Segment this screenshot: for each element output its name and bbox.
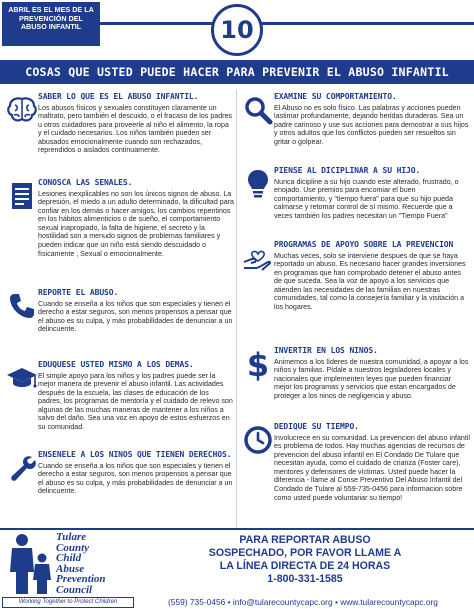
phone-icon — [4, 288, 40, 324]
tip-heading: DEDIQUE SU TIEMPO. — [274, 422, 359, 431]
page-title: COSAS QUE USTED PUEDE HACER PARA PREVENIR EL ABUSO INFANTIL — [0, 60, 474, 84]
tip-heading: CONOSCA LAS SENALES. — [38, 178, 133, 187]
contact-info: (559) 735-0456 • info@tularecountycapc.org • www.tularecountycapc.org — [168, 597, 438, 607]
tip-body: Los abusos físicos y sexuales constituyen claramente un maltrato, pero también el descuido, o el fracaso de los padres u otros cuidadores para proveerle al niño el alimento, la ropa y el cuidado necesarios. Los niños también pueden ser abusados emocionalmente cuando son rechazados, reprendidos o aislados continuamente. — [38, 103, 233, 155]
report-hotline — [140, 534, 470, 586]
svg-text:$: $ — [246, 347, 270, 381]
header-rule — [100, 22, 474, 25]
brain-icon — [4, 92, 40, 128]
tip-body: Nunca dicipline a su hijo cuando este alterado, frustrado, o enojado. Use premios para encomiar el buen comportamiento, y "tiempo fuera" para que su hijo pueda calmarse y retomar control de sí mismo. Recuerde que a veces también los padres necesitan un "Tiempo Fuera" — [274, 177, 459, 220]
logo-wordmark: Tulare County Child Abuse Prevention Council — [56, 531, 106, 596]
tip-body: El Abuso no es solo físico. Las palabras y acciones pueden lastimar profundamente, dejando heridas duraderas. Sea un padre carinoso y use sus acciones para demostrar a sus hijos y otros adultos que los conflictos pueden ser resueltos sin gritar o golpear. — [274, 103, 469, 146]
tip-heading: ENSENELE A LOS NINOS QUE TIENEN DERECHOS. — [38, 450, 232, 459]
graduation-cap-icon — [4, 360, 40, 396]
document-icon — [4, 178, 40, 214]
hotline-number: 1-800-331-1585 — [267, 573, 343, 585]
tip-heading: REPORTE EL ABUSO. — [38, 288, 119, 297]
logo-tagline: Working Together to Protect Children — [2, 597, 134, 608]
tip-body: El simple apoyo para los niños y los padres puede ser la mejor manera de prevenir el abuso infantil. Las actividades después de la escuela, las clases de educación de los padres, los programas de mentoría y el cuidado de relevo son algunas de las muchas maneras de mantener a los niños a salvo del daño. Sea una voz en apoyo de estos esfuerzos en su comunidad. — [38, 371, 233, 432]
tip-heading: INVERTIR EN LOS NINOS. — [274, 346, 378, 355]
tip-heading: SABER LO QUE ES EL ABUSO INFANTIL. — [38, 92, 199, 101]
column-divider — [236, 90, 237, 530]
clock-icon — [240, 422, 276, 458]
tip-body: Lesiones inexplicables no son los únicos signos de abuso. La depresión, el miedo a un adulto determinado, la dificultad para confiar en los demás o hacer amigos, los cambios repentinos en los hábitos alimenticios o de sueño, el comportamiento sexual inapropiado, la falta de higiene, el secreto y la hostilidad son a menudo signos de problemas familiares y pueden indicar que un niño está siendo descuidado o físicamente , Sexual o emocionalmente. — [38, 189, 234, 258]
dollar-icon — [240, 346, 276, 382]
tip-heading: EDUQUESE USTED MISMO A LOS DEMAS. — [38, 360, 194, 369]
family-silhouette-icon — [2, 532, 58, 596]
tip-body: Animemos a los líderes de nuestra comunidad, a apoyar a los niños y familias. Pídale a nuestros legisladores locales y nacionales que implementen leyes que pueden financiar mejor los programas y servicios que estan encargados de proteger a los ninos de negligencia y abuso. — [274, 357, 469, 400]
tip-heading: PIENSE AL DICIPLINAR A SU HIJO. — [274, 166, 421, 175]
tip-heading: EXAMINE SU COMPORTAMIENTO. — [274, 92, 397, 101]
report-line: LA LÍNEA DIRECTA DE 24 HORAS — [219, 560, 391, 572]
tip-body: Involucrece en su comunidad. La prevencion del abuso infantil es problema de todos. Hay muchas agencias de recursos de prevencion del abuso infantil en El Condado De Tulare que necesitan ayuda, como el cuidado de crianza (Foster care), mentores y defensores de víctimas. Usted puede hacer la diferencia - llame al Conse Preventivo Del Abuso Infantil del Condado de Tulare al 559-735-0456 para informacion sobre como usted puede voluntariar su tiempo! — [274, 433, 470, 502]
april-banner: ABRIL ES EL MES DE LA PREVENCIÓN DEL ABUSO INFANTIL — [2, 2, 100, 46]
tip-heading: PROGRAMAS DE APOYO SOBRE LA PREVENCION — [274, 240, 454, 249]
footer-rule — [0, 528, 474, 530]
tip-body: Muchas veces, solo se interviene despues de que se haya reportado un abuso. Es necesario hacer grandes inversiones en programas que han comprobado detener el abuso antes de que suceda. Sea la voz de apoyo a los servicios que atienden las necesidades de las familias en nuestras comunidades, tal como la consejería familiar y la visitación a los hogares. — [274, 251, 466, 312]
council-logo — [2, 532, 132, 610]
number-badge: 10 — [211, 4, 263, 56]
tip-body: Cuando se enseña a los niños que son especiales y tienen el derecho a estar seguros, son menos propensos a pensar que el abuso es su culpa, y más probabilidades de denunciar a un delincuente. — [38, 461, 233, 496]
report-line: SOSPECHADO, POR FAVOR LLAME A — [208, 547, 402, 559]
tip-body: Cuando se enseña a los niños que son especiales y tienen el derecho a estar seguros, son menos propensos a pensar que el abuso es su culpa, y más probabilidades de denunciar a un delincuente. — [38, 299, 233, 334]
magnifier-icon — [240, 92, 276, 128]
report-line: PARA REPORTAR ABUSO — [239, 534, 371, 546]
wrench-icon — [4, 450, 40, 486]
lightbulb-icon — [240, 166, 276, 202]
hands-heart-icon — [240, 240, 276, 276]
